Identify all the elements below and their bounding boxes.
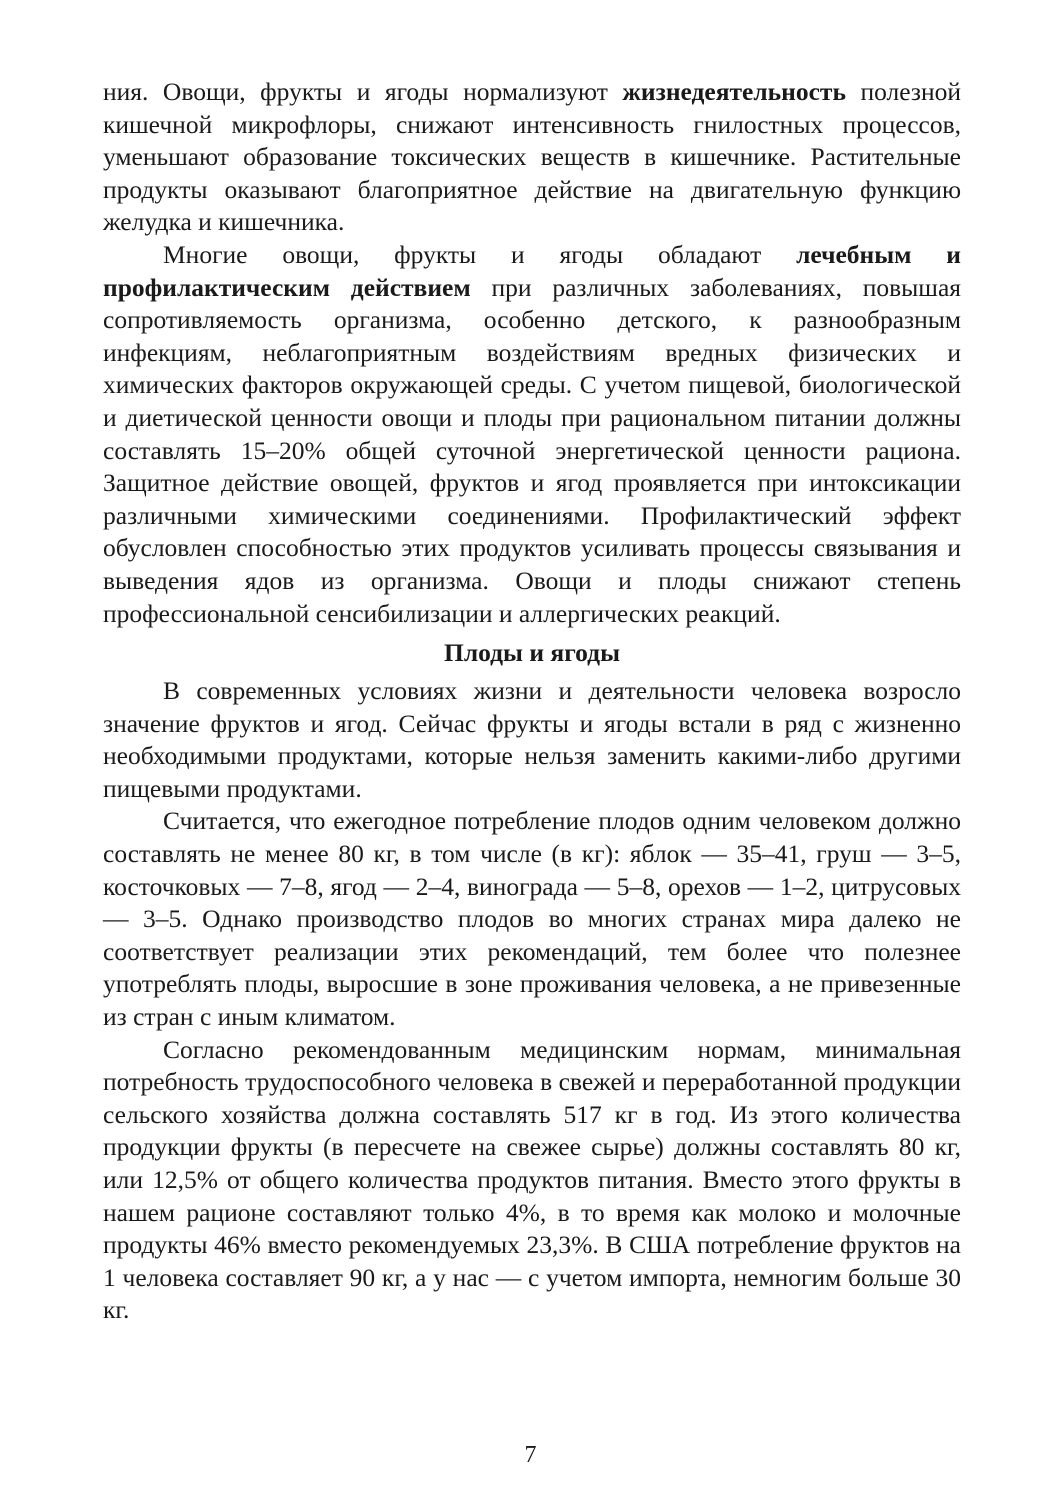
section-heading: Плоды и ягоды: [444, 638, 620, 668]
page-body: [103, 76, 961, 1327]
paragraph-4: Считается, что ежегодное потребление плодов одним человеком должно составлять не менее 80 кг, в том числе (в кг): яблок — 35–41, груш — 3–5, косточковых — 7–8, ягод — 2–4, винограда — 5–8, орехов — 1–2, цитрусовых — 3–5. Однако производство плодов во многих странах мира далеко не соответствует реализации этих рекомендаций, тем более что полезнее употреблять плоды, выросшие в зоне проживания человека, а не привезенные из стран с иным климатом.: [103, 806, 961, 1032]
paragraph-2-bold-term: лечебным и профилактическим действием: [103, 239, 962, 302]
paragraph-1-text-end: полезной кишечной микрофлоры, снижают интенсивность гнилостных процессов, уменьшают образование токсических веществ в кишечнике. Растительные продукты оказывают благоприятное действие на двигательную функцию желудка и кишечника.: [103, 77, 961, 237]
paragraph-2: [103, 239, 961, 630]
paragraph-1-bold-term: жизнедеятельность: [622, 77, 846, 106]
paragraph-3: В современных условиях жизни и деятельности человека возросло значение фруктов и ягод. Сейчас фрукты и ягоды встали в ряд с жизненно необходимыми продуктами, которые нельзя заменить какими-либо другими пищевыми продуктами.: [103, 676, 961, 803]
paragraph-1-text-start: ния. Овощи, фрукты и ягоды нормализуют: [103, 77, 623, 106]
paragraph-2-text-end: при различных заболеваниях, повышая сопротивляемость организма, особенно детского, к разнообразным инфекциям, неблагоприятным воздействиям вредных физических и химических факторов окружающей среды. С учетом пищевой, биологической и диетической ценности овощи и плоды при рациональном питании должны составлять 15–20% общей суточной энергетической ценности рациона. Защитное действие овощей, фруктов и ягод проявляется при интоксикации различными химическими соединениями. Профилактический эффект обусловлен способностью этих продуктов усиливать процессы связывания и выведения ядов из организма. Овощи и плоды снижают степень профессиональной сенсибилизации и аллергических реакций.: [103, 272, 961, 628]
page-number: 7: [524, 1442, 537, 1468]
paragraph-5: Согласно рекомендованным медицинским нормам, минимальная потребность трудоспособного человека в свежей и переработанной продукции сельского хозяйства должна составлять 517 кг в год. Из этого количества продукции фрукты (в пересчете на свежее сырье) должны составлять 80 кг, или 12,5% от общего количества продуктов питания. Вместо этого фрукты в нашем рационе составляют только 4%, в то время как молоко и молочные продукты 46% вместо рекомендуемых 23,3%. В США потребление фруктов на 1 человека составляет 90 кг, а у нас — с учетом импорта, немногим больше 30 кг.: [103, 1034, 961, 1325]
paragraph-1: [103, 76, 961, 239]
paragraph-2-text-start: Многие овощи, фрукты и ягоды обладают: [163, 239, 797, 269]
